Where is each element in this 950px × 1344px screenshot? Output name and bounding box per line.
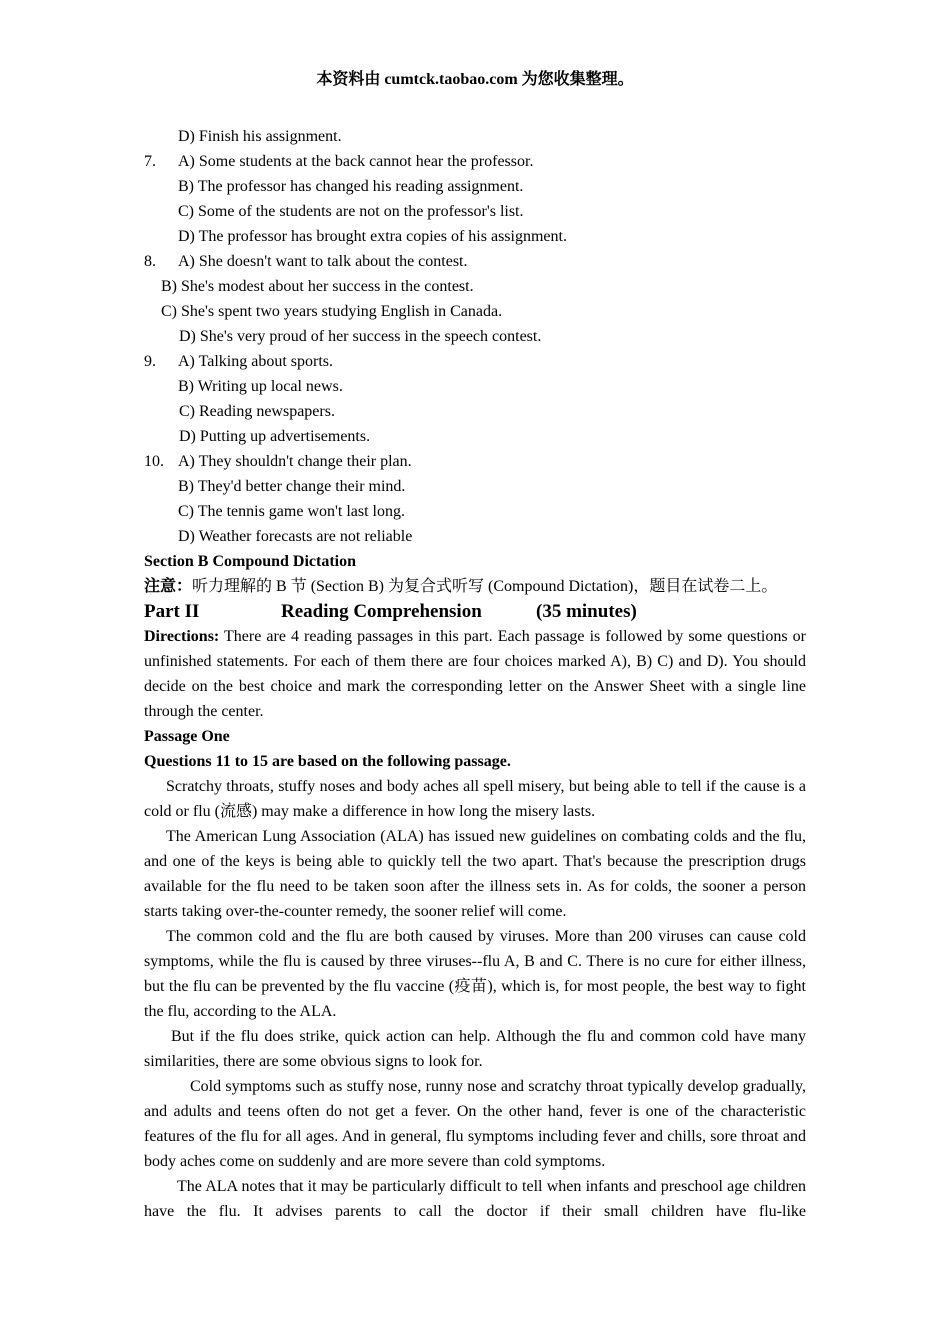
q8-option-b: B) She's modest about her success in the contest.	[161, 278, 474, 295]
q9-option-b: B) Writing up local news.	[178, 378, 343, 395]
q9-option-a: 9. A) Talking about sports.	[144, 349, 806, 374]
part-heading	[144, 599, 806, 624]
directions-text: There are 4 reading passages in this part. Each passage is followed by some questions or unfinished statements. For each of them there are four choices marked A), B) C) and D). You should decide on the best choice and mark the corresponding letter on the Answer Sheet with a single line through the center.	[144, 628, 806, 720]
q8-option-d: D) She's very proud of her success in the speech contest.	[179, 328, 542, 345]
directions-label: Directions:	[144, 628, 220, 645]
passage-questions-note: Questions 11 to 15 are based on the following passage.	[144, 753, 511, 770]
passage-paragraph: Cold symptoms such as stuffy nose, runny nose and scratchy throat typically develop gradually, and adults and teens often do not get a fever. On the other hand, fever is one of the characteristic features of the flu for all ages. And in general, flu symptoms including fever and chills, sore throat and body aches come on suddenly and are more severe than cold symptoms.	[144, 1078, 806, 1170]
passage-paragraph: But if the flu does strike, quick action can help. Although the flu and common cold have many similarities, there are some obvious signs to look for.	[144, 1028, 806, 1070]
passage-paragraph: The American Lung Association (ALA) has issued new guidelines on combating colds and the flu, and one of the keys is being able to quickly tell the two apart. That's because the prescription drugs available for the flu need to be taken soon after the illness sets in. As for colds, the sooner a person starts taking over-the-counter remedy, the sooner relief will come.	[144, 828, 806, 920]
q9-number: 9.	[144, 353, 156, 370]
page-header: 本资料由 cumtck.taobao.com 为您收集整理。	[316, 71, 634, 88]
q7-option-a: 7. A) Some students at the back cannot hear the professor.	[144, 149, 806, 174]
q7-option-d: D) The professor has brought extra copies of his assignment.	[178, 228, 567, 245]
passage-title: Passage One	[144, 728, 230, 745]
q10-option-d: D) Weather forecasts are not reliable	[178, 528, 413, 545]
part-label: Part II	[144, 601, 200, 622]
directions	[144, 624, 806, 724]
q6-option-d: D) Finish his assignment.	[178, 128, 342, 145]
note-label: 注意：	[144, 578, 193, 595]
section-b-heading: Section B Compound Dictation	[144, 553, 357, 570]
exam-content	[144, 124, 806, 1224]
part-title: Reading Comprehension	[281, 601, 482, 622]
q8-option-a: 8. A) She doesn't want to talk about the contest.	[144, 249, 806, 274]
q10-option-b: B) They'd better change their mind.	[178, 478, 406, 495]
q10-number: 10.	[144, 453, 164, 470]
q10-option-a: 10. A) They shouldn't change their plan.	[144, 449, 806, 474]
passage-paragraph: Scratchy throats, stuffy noses and body aches all spell misery, but being able to tell if the cause is a cold or flu (流感) may make a difference in how long the misery lasts.	[144, 778, 806, 820]
note-text: 听力理解的 B 节 (Section B) 为复合式听写 (Compound Dictation)，题目在试卷二上。	[192, 578, 778, 595]
passage-paragraph: The common cold and the flu are both caused by viruses. More than 200 viruses can cause cold symptoms, while the flu is caused by three viruses--flu A, B and C. There is no cure for either illness, but the flu can be prevented by the flu vaccine (疫苗), which is, for most people, the best way to fight the flu, according to the ALA.	[144, 928, 806, 1020]
q7-number: 7.	[144, 153, 156, 170]
q8-option-c: C) She's spent two years studying English in Canada.	[161, 303, 503, 320]
q7-option-c: C) Some of the students are not on the professor's list.	[178, 203, 524, 220]
part-time: (35 minutes)	[536, 601, 637, 622]
section-b-note	[144, 574, 806, 599]
q8-number: 8.	[144, 253, 156, 270]
q9-option-c: C) Reading newspapers.	[179, 403, 335, 420]
q9-option-d: D) Putting up advertisements.	[179, 428, 371, 445]
q10-option-c: C) The tennis game won't last long.	[178, 503, 405, 520]
passage-paragraph: The ALA notes that it may be particularly difficult to tell when infants and preschool age children have the flu. It advises parents to call the doctor if their small children have flu-like	[144, 1178, 806, 1220]
q7-option-b: B) The professor has changed his reading assignment.	[178, 178, 524, 195]
